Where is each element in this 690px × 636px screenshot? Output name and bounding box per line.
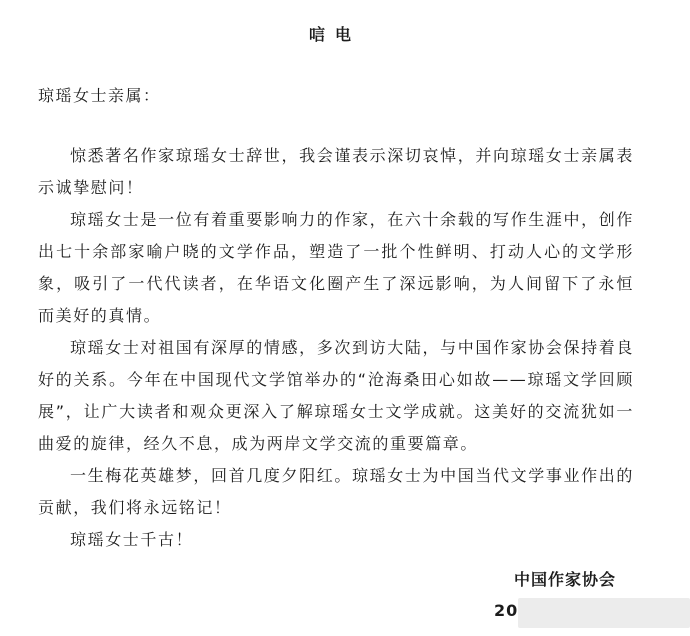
signature: 中国作家协会 (514, 570, 617, 589)
letter-body (38, 140, 634, 556)
paragraph-career: 琼瑶女士是一位有着重要影响力的作家，在六十余载的写作生涯中，创作出七十余部家喻户晓的文学作品，塑造了一批个性鲜明、打动人心的文学形象，吸引了一代代读者，在华语文化圈产生了深远影响，为人间留下了永恒而美好的真情。 (38, 210, 634, 325)
paragraph-condolence: 惊悉著名作家琼瑶女士辞世，我会谨表示深切哀悼，并向琼瑶女士亲属表示诚挚慰问！ (38, 146, 634, 197)
redacted-overlay (518, 598, 690, 628)
paragraph-tribute: 一生梅花英雄梦，回首几度夕阳红。琼瑶女士为中国当代文学事业作出的贡献，我们将永远铭记！ (38, 466, 634, 517)
paragraph-exchange: 琼瑶女士对祖国有深厚的情感，多次到访大陆，与中国作家协会保持着良好的关系。今年在中国现代文学馆举办的“沧海桑田心如故——琼瑶文学回顾展”，让广大读者和观众更深入了解琼瑶女士文学成就。这美好的交流犹如一曲爱的旋律，经久不息，成为两岸文学交流的重要篇章。 (38, 338, 634, 453)
paragraph-farewell: 琼瑶女士千古！ (70, 530, 194, 549)
document-title: 唁电 (308, 25, 361, 44)
salutation: 琼瑶女士亲属： (38, 86, 161, 105)
date-line: 20 (494, 601, 519, 620)
